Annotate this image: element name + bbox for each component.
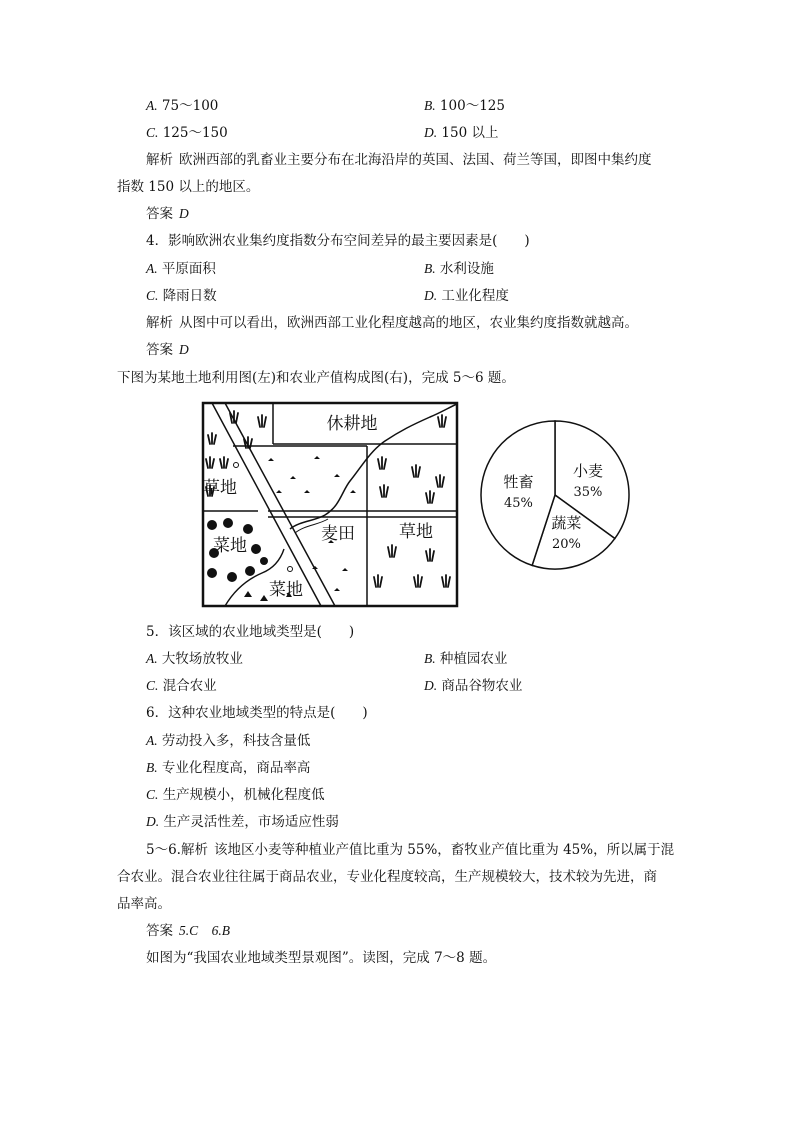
q4-answer <box>146 340 189 360</box>
q3-option-d <box>424 123 498 143</box>
q3-option-c <box>146 123 228 143</box>
q4-option-d <box>424 286 509 306</box>
q3-analysis-line1 <box>146 150 652 170</box>
map-label-fallow: 休耕地 <box>326 414 378 434</box>
option-text: 水利设施 <box>439 261 494 277</box>
option-text: 生产规模小，机械化程度低 <box>162 787 325 803</box>
answer-value: D <box>179 342 189 357</box>
q5-option-b <box>424 649 507 669</box>
option-text: 大牧场放牧业 <box>161 651 243 667</box>
q3-option-a <box>146 96 218 116</box>
option-letter: D. <box>146 814 160 829</box>
option-text: 劳动投入多，科技含量低 <box>161 733 311 749</box>
q4-analysis <box>146 313 638 333</box>
option-text: 商品谷物农业 <box>441 678 523 694</box>
option-letter: B. <box>424 651 436 666</box>
answer-label: 答案 <box>146 206 173 222</box>
option-letter: B. <box>424 98 436 113</box>
option-text: 种植园农业 <box>439 651 508 667</box>
option-letter: C. <box>146 125 159 140</box>
pie-value-0: 35% <box>573 485 603 501</box>
answer-label: 答案 <box>146 342 173 358</box>
q56-analysis-line3: 品率高。 <box>117 896 171 912</box>
map-label-grass-left: 草地 <box>203 478 237 498</box>
answer-label: 答案 <box>146 923 173 939</box>
option-letter: B. <box>424 261 436 276</box>
q6-option-b <box>146 758 310 778</box>
option-letter: D. <box>424 678 438 693</box>
pie-label-1: 蔬菜 <box>551 514 582 533</box>
q3-answer <box>146 204 189 224</box>
option-text: 100～125 <box>439 98 505 114</box>
q6-option-d <box>146 812 339 832</box>
q6-option-a <box>146 731 310 751</box>
option-letter: C. <box>146 288 159 303</box>
option-letter: A. <box>146 733 158 748</box>
agri-output-pie-chart <box>478 418 632 572</box>
option-text: 125～150 <box>162 125 228 141</box>
option-text: 平原面积 <box>161 261 216 277</box>
grass-tufts <box>206 411 450 587</box>
q4-option-c <box>146 286 217 306</box>
q56-analysis-line1 <box>146 840 674 860</box>
option-letter: A. <box>146 261 158 276</box>
map-label-veg-left: 菜地 <box>213 536 247 556</box>
option-text: 75～100 <box>161 98 219 114</box>
q5-option-d <box>424 676 522 696</box>
answer-value: D <box>179 206 189 221</box>
option-letter: A. <box>146 98 158 113</box>
figure-intro: 下图为某地土地利用图(左)和农业产值构成图(右)，完成 5～6 题。 <box>117 370 515 386</box>
option-letter: D. <box>424 288 438 303</box>
analysis-text: 该地区小麦等种植业产值比重为 55%，畜牧业产值比重为 45%，所以属于混 <box>213 842 675 858</box>
q3-option-b <box>424 96 505 116</box>
q4-option-b <box>424 259 494 279</box>
q5-question: 5．该区域的农业地域类型是( ) <box>146 624 355 640</box>
q56-analysis-line2: 合农业。混合农业往往属于商品农业，专业化程度较高，生产规模较大，技术较为先进，商 <box>117 869 657 885</box>
analysis-label: 解析 <box>146 152 173 168</box>
answer-value: 5.C 6.B <box>179 923 231 938</box>
pie-label-0: 小麦 <box>572 462 603 481</box>
option-text: 降雨日数 <box>162 288 217 304</box>
option-letter: A. <box>146 651 158 666</box>
option-text: 混合农业 <box>162 678 217 694</box>
q56-answer <box>146 921 230 941</box>
option-letter: C. <box>146 787 159 802</box>
option-text: 150 以上 <box>441 125 499 141</box>
next-figure-intro: 如图为“我国农业地域类型景观图”。读图，完成 7～8 题。 <box>146 950 497 966</box>
analysis-label: 解析 <box>146 315 173 331</box>
option-letter: B. <box>146 760 158 775</box>
map-label-grass-right: 草地 <box>399 522 433 542</box>
map-label-wheat: 麦田 <box>321 524 355 544</box>
land-use-map <box>200 401 460 609</box>
map-label-veg-bottom: 菜地 <box>269 580 303 600</box>
q4-option-a <box>146 259 216 279</box>
pie-value-1: 20% <box>551 537 581 553</box>
q5-option-c <box>146 676 217 696</box>
analysis-text: 从图中可以看出，欧洲西部工业化程度越高的地区，农业集约度指数就越高。 <box>179 315 638 331</box>
analysis-text: 欧洲西部的乳畜业主要分布在北海沿岸的英国、法国、荷兰等国，即图中集约度 <box>179 152 652 168</box>
option-text: 工业化程度 <box>441 288 509 304</box>
q6-question: 6．这种农业地域类型的特点是( ) <box>146 705 368 721</box>
pie-value-2: 45% <box>504 496 533 512</box>
option-letter: C. <box>146 678 159 693</box>
option-text: 专业化程度高，商品率高 <box>161 760 311 776</box>
q4-question: 4．影响欧洲农业集约度指数分布空间差异的最主要因素是( ) <box>146 233 530 249</box>
q6-option-c <box>146 785 325 805</box>
option-text: 生产灵活性差，市场适应性弱 <box>163 814 339 830</box>
analysis-label: 5～6.解析 <box>146 842 208 858</box>
pie-label-2: 牲畜 <box>503 473 534 492</box>
option-letter: D. <box>424 125 438 140</box>
q3-analysis-line2: 指数 150 以上的地区。 <box>117 179 260 195</box>
q5-option-a <box>146 649 243 669</box>
